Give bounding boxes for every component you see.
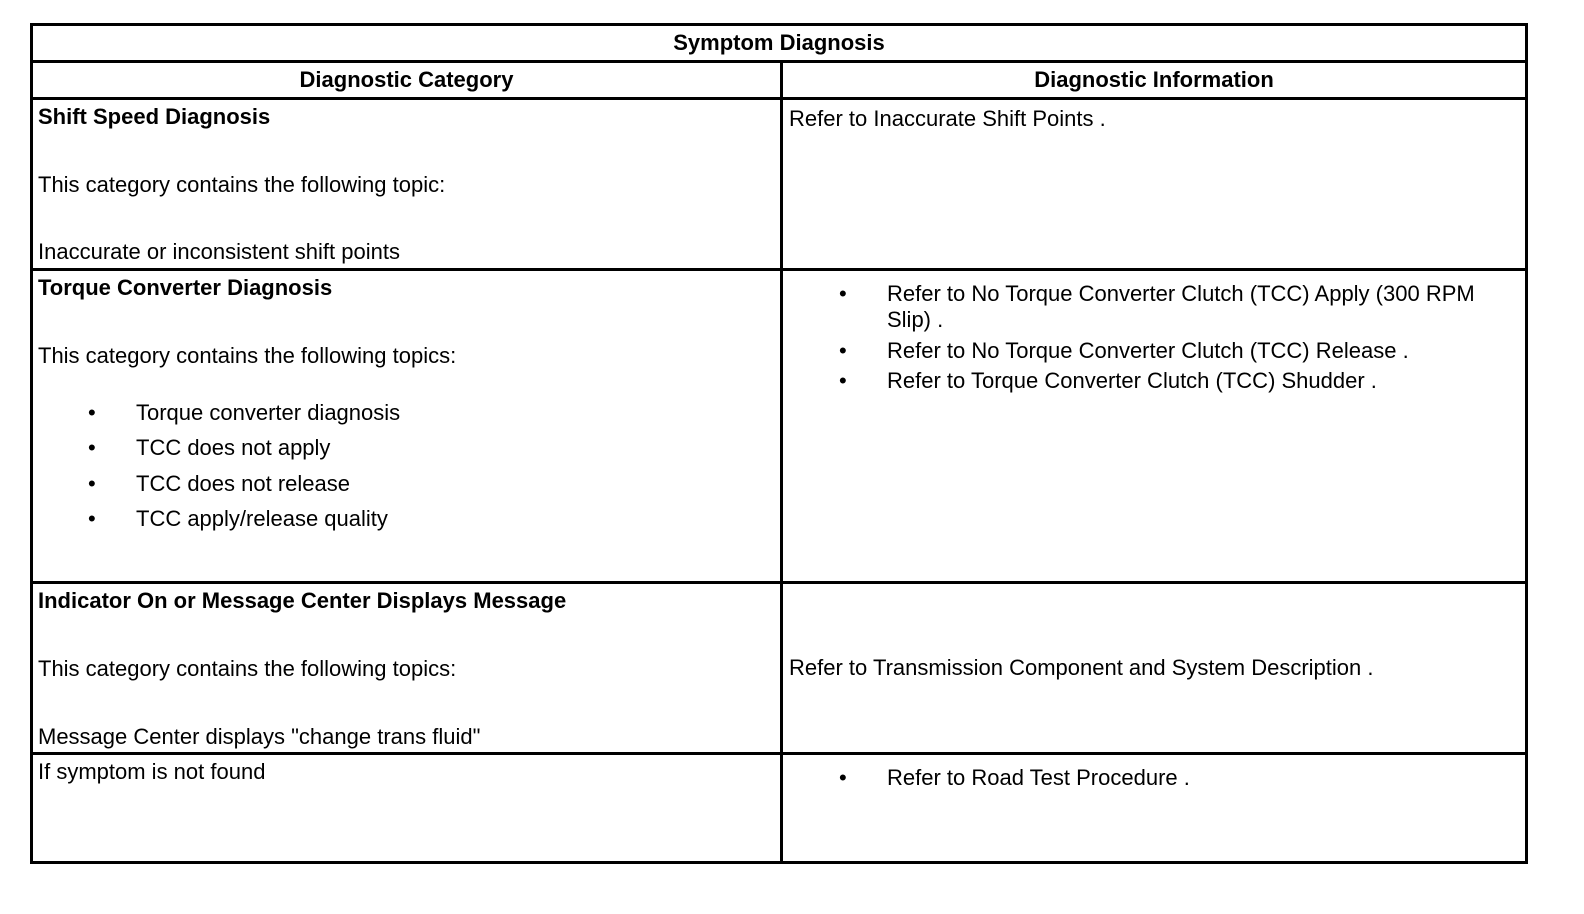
category-intro: This category contains the following topics:: [38, 343, 457, 369]
list-item: [783, 338, 1525, 364]
list-item: [33, 400, 780, 426]
bullet-icon: •: [839, 765, 847, 790]
category-intro: This category contains the following topics:: [38, 656, 457, 682]
bullet-icon: •: [88, 435, 96, 461]
information-text: Refer to Transmission Component and System Description .: [789, 654, 1374, 680]
category-topic: Inaccurate or inconsistent shift points: [38, 238, 400, 264]
category-title: Torque Converter Diagnosis: [38, 275, 333, 300]
list-item-text: Refer to Road Test Procedure .: [887, 765, 1190, 790]
category-cell: [32, 270, 782, 583]
table-row: [32, 583, 1527, 754]
list-item-text: TCC does not apply: [136, 435, 331, 461]
list-item: [783, 281, 1525, 334]
information-list: [783, 271, 1525, 395]
bullet-icon: •: [839, 368, 847, 394]
category-topic-list: [33, 370, 780, 533]
table-row: [32, 754, 1527, 863]
list-item-text: Refer to Torque Converter Clutch (TCC) Shudder .: [887, 368, 1377, 394]
list-item: [783, 368, 1525, 394]
list-item-text: Torque converter diagnosis: [136, 399, 401, 425]
information-cell: [782, 754, 1527, 863]
list-item-text: Refer to No Torque Converter Clutch (TCC) Release .: [887, 337, 1409, 363]
category-cell: [32, 583, 782, 754]
bullet-icon: •: [88, 505, 96, 531]
list-item-text: TCC apply/release quality: [136, 505, 388, 531]
bullet-icon: •: [88, 470, 96, 496]
table-row: [32, 99, 1527, 270]
bullet-icon: •: [839, 337, 847, 363]
category-intro: This category contains the following topic:: [38, 172, 446, 198]
category-topic: Message Center displays "change trans fluid": [38, 723, 481, 749]
header-diagnostic-category: Diagnostic Category: [32, 62, 782, 99]
information-cell: [782, 583, 1527, 754]
information-cell: [782, 99, 1527, 270]
category-text: If symptom is not found: [38, 759, 266, 784]
information-text: Refer to Inaccurate Shift Points .: [789, 106, 1106, 131]
list-item: [33, 435, 780, 461]
symptom-diagnosis-table: [30, 23, 1528, 864]
category-cell: [32, 754, 782, 863]
information-list: [783, 755, 1525, 791]
category-title: Indicator On or Message Center Displays Message: [38, 588, 567, 613]
category-title: Shift Speed Diagnosis: [38, 104, 271, 129]
information-cell: [782, 270, 1527, 583]
table-row: [32, 270, 1527, 583]
list-item: [33, 506, 780, 532]
table-title: Symptom Diagnosis: [32, 25, 1527, 62]
bullet-icon: •: [88, 399, 96, 425]
list-item-text: TCC does not release: [136, 470, 350, 496]
list-item-text: Refer to No Torque Converter Clutch (TCC) Apply (300 RPM Slip) .: [887, 281, 1475, 333]
list-item: [33, 471, 780, 497]
category-cell: [32, 99, 782, 270]
list-item: [783, 765, 1525, 791]
bullet-icon: •: [839, 281, 847, 306]
header-diagnostic-information: Diagnostic Information: [782, 62, 1527, 99]
